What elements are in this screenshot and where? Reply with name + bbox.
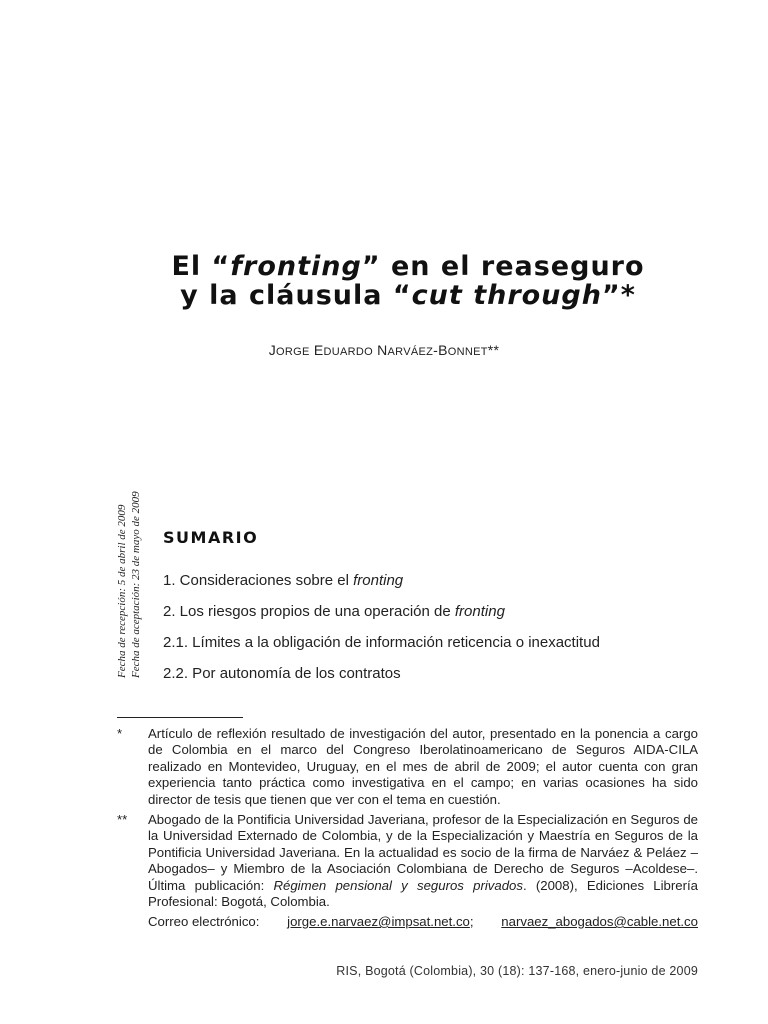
author-name [0,342,768,358]
toc-text: 2.1. Límites a la obligación de información reticencia o inexactitud [163,634,600,651]
toc-text: 1. Consideraciones sobre el [163,572,354,589]
article-title-line-1 [24,252,768,282]
footnote-text-part: . (2008), Ediciones Librería Profesional: Bogotá, Colombia. [148,877,698,910]
email-link-2[interactable]: narvaez_abogados@cable.net.co [501,914,698,929]
email-1-wrap [287,914,473,929]
footnote-text: Artículo de reflexión resultado de investigación del autor, presentado en la ponencia a cargo de Colombia en el marco del Congreso Iberolatinoamericano de Seguros AIDA-CILA realizado en Montevideo, Uruguay, en el mes de abril de 2009; el autor cuenta con gran experiencia tanto práctica como investigativa en el campo; en varias ocasiones ha sido director de tesis que tienen que ver con el tema en cuestión. [148,726,698,807]
author-part: J [268,342,277,358]
author-footnote-mark: ** [487,342,500,358]
sumario-heading: SUMARIO [163,528,259,547]
author-part: ARVÁEZ [387,346,434,358]
author-part: E [313,342,324,358]
footnote-publication-title: Régimen pensional y seguros privados [273,877,523,893]
toc-item [163,603,505,620]
toc-item [163,572,403,589]
journal-citation: RIS, Bogotá (Colombia), 30 (18): 137-168, enero-junio de 2009 [336,964,698,978]
footnote-mark: * [117,726,123,741]
toc-text: 2.2. Por autonomía de los contratos [163,665,401,682]
email-label: Correo electrónico: [148,914,260,929]
title-text: ” en el reaseguro [361,251,645,282]
email-link-1[interactable]: jorge.e.narvaez@impsat.net.co [287,914,470,929]
email-separator: ; [469,914,474,929]
title-text: El “ [171,251,231,282]
author-part: ORGE [276,346,310,358]
toc-item [163,634,600,651]
author-part: N [377,342,388,358]
author-part: ONNET [447,346,488,358]
author-part: DUARDO [323,346,373,358]
author-part: B [438,342,448,358]
toc-emphasis: fronting [454,603,505,620]
footnote-text [148,812,698,910]
title-text: ”* [601,280,636,311]
title-text: y la cláusula “ [180,280,412,311]
toc-text: 2. Los riesgos propios de una operación de [163,603,455,620]
article-title-line-2 [24,281,768,311]
accepted-date: Fecha de aceptación: 23 de mayo de 2009 [130,491,142,678]
author-part: - [433,342,439,358]
footnote-mark: ** [117,812,128,827]
footnote-text-part: Abogado de la Pontificia Universidad Javeriana, profesor de la Especialización en Seguros de la Universidad Externado de Colombia, y de la Especialización y Maestría en Seguros de la Pontificia Universidad Javeriana. En la actualidad es socio de la firma de Narváez & Peláez –Abogados– y Miembro de la Asociación Colombiana de Derecho de Seguros –Acoldese–. Última publicación: [148,812,698,893]
received-date: Fecha de recepción: 5 de abril de 2009 [116,504,128,678]
toc-emphasis: fronting [353,572,404,589]
toc-item [163,665,401,682]
title-emphasis: fronting [230,251,362,282]
email-line [148,914,698,929]
title-emphasis: cut through [411,280,602,311]
footnote-divider [117,717,243,718]
